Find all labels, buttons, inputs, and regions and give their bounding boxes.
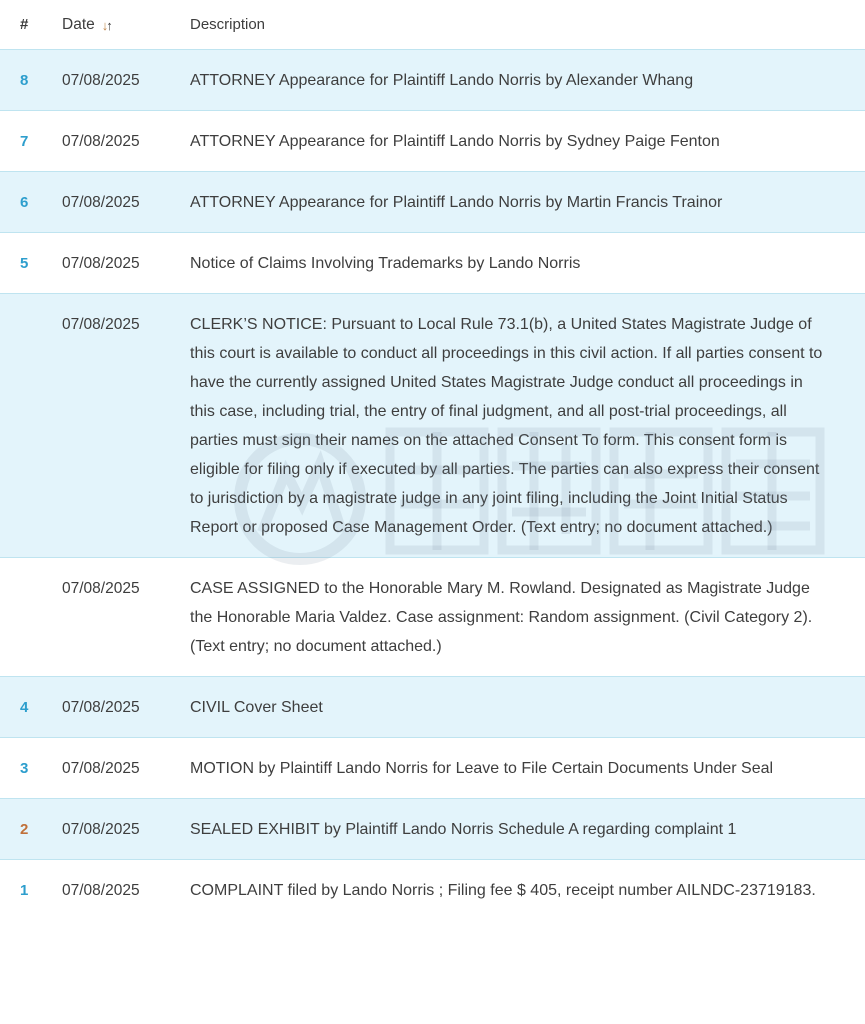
table-header (0, 0, 865, 49)
docket-number-link[interactable]: 4 (20, 699, 29, 716)
docket-row (0, 859, 865, 920)
column-header-description: Description (190, 16, 266, 33)
docket-number-link[interactable]: 3 (20, 760, 29, 777)
docket-number-link[interactable]: 5 (20, 255, 29, 272)
docket-row (0, 676, 865, 737)
docket-description: Notice of Claims Involving Trademarks by Lando Norris (190, 255, 581, 272)
docket-date: 07/08/2025 (62, 882, 140, 899)
docket-rows (0, 49, 865, 920)
docket-description: CLERK’S NOTICE: Pursuant to Local Rule 73.1(b), a United States Magistrate Judge of this court is available to conduct all proceedings in this civil action. If all parties consent to have the currently assigned United States Magistrate Judge conduct all proceedings in this case, including trial, the entry of final judgment, and all post-trial proceedings, all parties must sign their names on the attached Consent To form. This consent form is eligible for filing only if executed by all parties. The parties can also express their consent to jurisdiction by a magistrate judge in any joint filing, including the Joint Initial Status Report or proposed Case Management Order. (Text entry; no document attached.) (190, 316, 823, 536)
docket-number-link[interactable]: 7 (20, 133, 29, 150)
docket-number-link[interactable]: 6 (20, 194, 29, 211)
docket-date: 07/08/2025 (62, 133, 140, 150)
sort-desc-arrow-icon: ↓ (101, 18, 107, 33)
docket-description: CIVIL Cover Sheet (190, 699, 323, 716)
docket-row (0, 737, 865, 798)
docket-row (0, 110, 865, 171)
docket-description: SEALED EXHIBIT by Plaintiff Lando Norris Schedule A regarding complaint 1 (190, 821, 737, 838)
column-header-date[interactable] (62, 16, 190, 34)
docket-date: 07/08/2025 (62, 760, 140, 777)
docket-description: ATTORNEY Appearance for Plaintiff Lando Norris by Sydney Paige Fenton (190, 133, 720, 150)
docket-row (0, 49, 865, 110)
docket-date: 07/08/2025 (62, 194, 140, 211)
docket-description: MOTION by Plaintiff Lando Norris for Leave to File Certain Documents Under Seal (190, 760, 774, 777)
docket-date: 07/08/2025 (62, 255, 140, 272)
docket-date: 07/08/2025 (62, 580, 140, 597)
docket-description: ATTORNEY Appearance for Plaintiff Lando Norris by Alexander Whang (190, 72, 694, 89)
sort-asc-arrow-icon: ↑ (106, 18, 111, 33)
docket-date: 07/08/2025 (62, 699, 140, 716)
docket-description: ATTORNEY Appearance for Plaintiff Lando Norris by Martin Francis Trainor (190, 194, 723, 211)
docket-row (0, 232, 865, 293)
docket-row (0, 293, 865, 557)
docket-description: COMPLAINT filed by Lando Norris ; Filing fee $ 405, receipt number AILNDC-23719183. (190, 882, 816, 899)
docket-date: 07/08/2025 (62, 821, 140, 838)
docket-number-link[interactable]: 2 (20, 821, 29, 838)
docket-number-link[interactable]: 8 (20, 72, 29, 89)
sort-icon[interactable] (102, 19, 111, 32)
docket-date: 07/08/2025 (62, 72, 140, 89)
docket-description: CASE ASSIGNED to the Honorable Mary M. Rowland. Designated as Magistrate Judge the Honorable Maria Valdez. Case assignment: Random assignment. (Civil Category 2). (Text entry; no document attached.) (190, 580, 813, 655)
column-header-number: # (20, 16, 29, 33)
docket-row (0, 798, 865, 859)
docket-date: 07/08/2025 (62, 316, 140, 333)
docket-number-link[interactable]: 1 (20, 882, 29, 899)
date-header-label: Date (62, 15, 95, 33)
docket-row (0, 171, 865, 232)
docket-row (0, 557, 865, 676)
